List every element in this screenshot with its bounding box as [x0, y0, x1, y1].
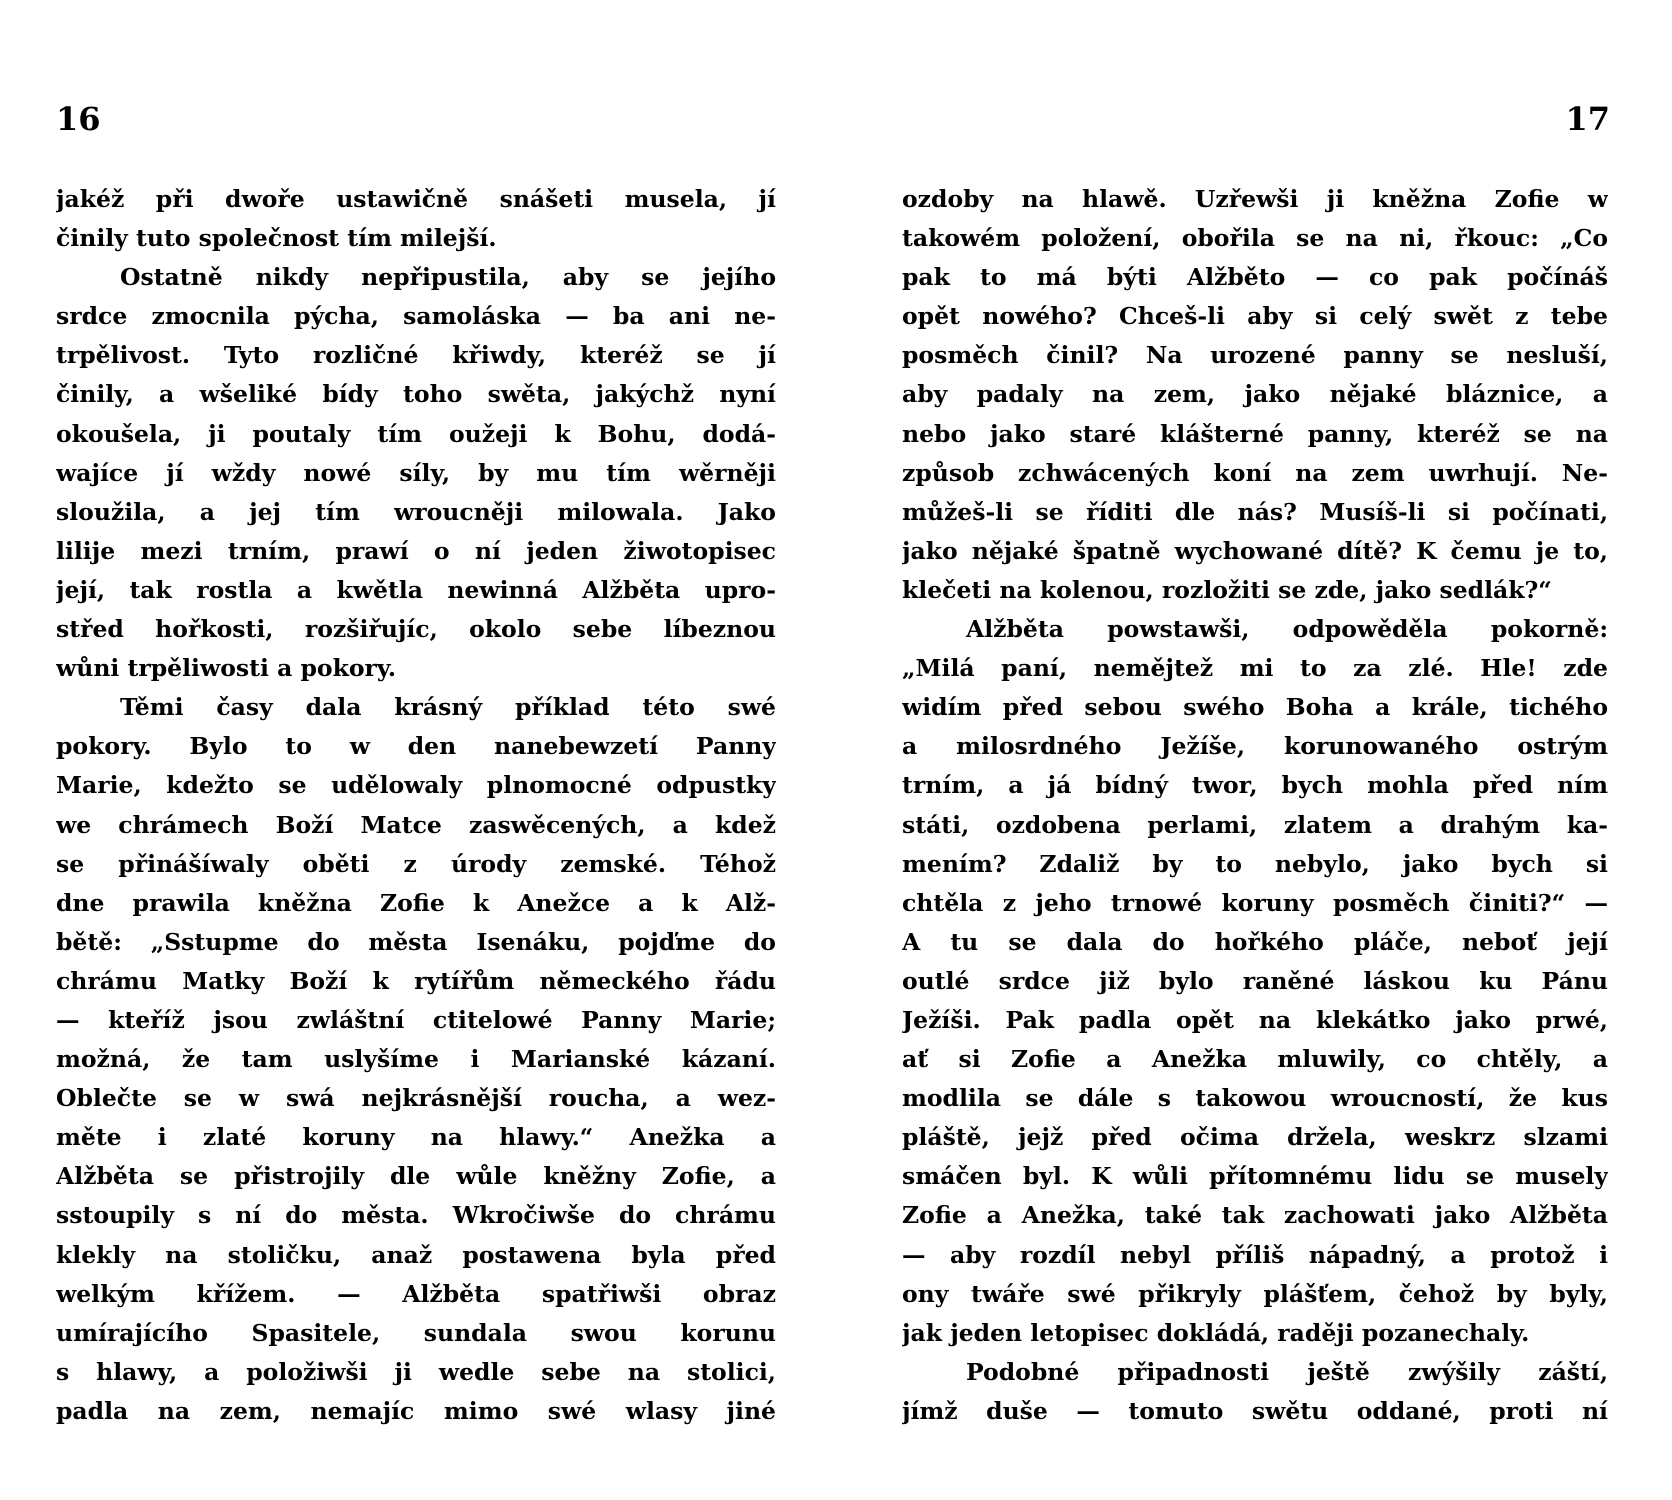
right-page	[836, 0, 1672, 1500]
text-line: pak to má býti Alžběto — co pak počínáš	[902, 263, 1608, 292]
text-line: — aby rozdíl nebyl příliš nápadný, a protož i	[902, 1240, 1608, 1269]
text-line: welkým křížem. — Alžběta spatřiwši obraz	[56, 1279, 776, 1308]
text-line: střed hořkosti, rozšiřujíc, okolo sebe líbeznou	[56, 615, 776, 644]
text-line: její, tak rostla a kwětla newinná Alžběta upro-	[56, 575, 776, 604]
text-line: we chrámech Boží Matce zaswěcených, a kdež	[56, 810, 776, 839]
text-line: Ježíši. Pak padla opět na klekátko jako prwé,	[902, 1005, 1608, 1034]
page-text	[56, 180, 776, 1431]
text-line: Marie, kdežto se udělowaly plnomocné odpustky	[56, 771, 776, 800]
text-line: klekly na stoličku, anaž postawena byla před	[56, 1240, 776, 1269]
text-line: umírajícího Spasitele, sundala swou korunu	[56, 1318, 776, 1347]
text-line: pokory. Bylo to w den nanebewzetí Panny	[56, 732, 776, 761]
text-line: ať si Zofie a Anežka mluwily, co chtěly, a	[902, 1045, 1608, 1074]
text-line: Těmi časy dala krásný příklad této swé	[120, 693, 776, 722]
text-line: opět nowého? Chceš-li aby si celý swět z tebe	[902, 302, 1608, 331]
text-line: ozdoby na hlawě. Uzřewši ji kněžna Zofie w	[902, 185, 1608, 213]
text-line: a milosrdného Ježíše, korunowaného ostrým	[902, 732, 1608, 761]
text-line: mením? Zdaliž by to nebylo, jako bych si	[902, 849, 1608, 878]
text-line: nebo jako staré klášterné panny, kteréž se na	[902, 419, 1608, 448]
text-line: můžeš-li se říditi dle nás? Musíš-li si počínati,	[902, 497, 1608, 526]
text-line: smáčen byl. K wůli přítomnému lidu se musely	[902, 1162, 1608, 1191]
text-line: trpělivost. Tyto rozličné křiwdy, kteréž se jí	[56, 341, 776, 370]
text-line: státi, ozdobena perlami, zlatem a drahým ka-	[902, 810, 1608, 839]
text-line: jímž duše — tomuto swětu oddané, proti ní	[902, 1396, 1608, 1425]
text-line: takowém položení, obořila se na ni, řkouc: „Co	[902, 224, 1608, 253]
text-line: bětě: „Sstupme do města Isenáku, pojďme do	[56, 927, 776, 956]
text-line: Alžběta powstawši, odpowěděla pokorně:	[966, 615, 1608, 644]
text-line: ony twáře swé přikryly plášťem, čehož by byly,	[902, 1279, 1608, 1308]
text-line: wajíce jí wždy nowé síly, by mu tím wěrněji	[56, 458, 776, 487]
text-line: okoušela, ji poutaly tím oužeji k Bohu, dodá-	[56, 419, 776, 448]
text-line: wůni trpěliwosti a pokory.	[56, 654, 397, 683]
text-line: outlé srdce již bylo raněné láskou ku Pánu	[902, 966, 1608, 995]
text-line: jako nějaké špatně wychowané dítě? K čemu je to,	[902, 536, 1608, 565]
text-line: posměch činil? Na urozené panny se nesluší,	[902, 341, 1608, 370]
text-line: sloužila, a jej tím wroucněji milowala. Jako	[56, 497, 776, 526]
text-line: činily, a wšeliké bídy toho swěta, jakýchž nyní	[56, 380, 776, 409]
text-line: se přinášíwaly oběti z úrody zemské. Téhož	[56, 849, 776, 878]
text-line: chtěla z jeho trnowé koruny posměch činiti?“ —	[902, 888, 1608, 917]
text-line: — kteříž jsou zwláštní ctitelowé Panny Marie;	[56, 1005, 776, 1034]
text-line: modlila se dále s takowou wroucností, že kus	[902, 1084, 1608, 1113]
text-line: jakéž při dwoře ustawičně snášeti musela, jí	[56, 185, 776, 213]
text-line: pláště, jejž před očima držela, weskrz slzami	[902, 1123, 1608, 1152]
text-line: způsob zchwácených koní na zem uwrhují. Ne-	[902, 458, 1608, 487]
page-number: 16	[56, 100, 101, 138]
text-line: aby padaly na zem, jako nějaké bláznice, a	[902, 380, 1608, 409]
text-line: Ostatně nikdy nepřipustila, aby se jejího	[120, 263, 776, 292]
text-line: trním, a já bídný twor, bych mohla před ním	[902, 771, 1608, 800]
page-text	[902, 180, 1608, 1431]
text-line: chrámu Matky Boží k rytířům německého řádu	[56, 966, 776, 995]
text-line: Oblečte se w swá nejkrásnější roucha, a wez-	[56, 1084, 776, 1113]
text-line: činily tuto společnost tím milejší.	[56, 224, 497, 253]
text-line: padla na zem, nemajíc mimo swé wlasy jiné	[56, 1396, 776, 1425]
text-line: Zofie a Anežka, také tak zachowati jako Alžběta	[902, 1201, 1608, 1230]
text-line: srdce zmocnila pýcha, samoláska — ba ani ne-	[56, 302, 776, 331]
page-number: 17	[1565, 100, 1610, 138]
text-line: klečeti na kolenou, rozložiti se zde, jako sedlák?“	[902, 575, 1552, 604]
text-line: jak jeden letopisec dokládá, raději pozanechaly.	[902, 1318, 1530, 1347]
text-line: widím před sebou swého Boha a krále, tichého	[902, 693, 1608, 722]
text-line: A tu se dala do hořkého pláče, neboť její	[902, 927, 1608, 956]
text-line: s hlawy, a položiwši ji wedle sebe na stolici,	[56, 1357, 776, 1386]
text-line: Podobné připadnosti ještě zwýšily záští,	[966, 1357, 1608, 1386]
text-line: měte i zlaté koruny na hlawy.“ Anežka a	[56, 1123, 776, 1152]
text-line: „Milá paní, nemějtež mi to za zlé. Hle! zde	[902, 654, 1608, 683]
text-line: lilije mezi trním, prawí o ní jeden žiwotopisec	[56, 536, 776, 565]
text-line: možná, že tam uslyšíme i Marianské kázaní.	[56, 1045, 776, 1074]
text-line: dne prawila kněžna Zofie k Anežce a k Alž-	[56, 888, 776, 917]
text-line: Alžběta se přistrojily dle wůle kněžny Zofie, a	[56, 1162, 776, 1191]
text-line: sstoupily s ní do města. Wkročiwše do chrámu	[56, 1201, 776, 1230]
